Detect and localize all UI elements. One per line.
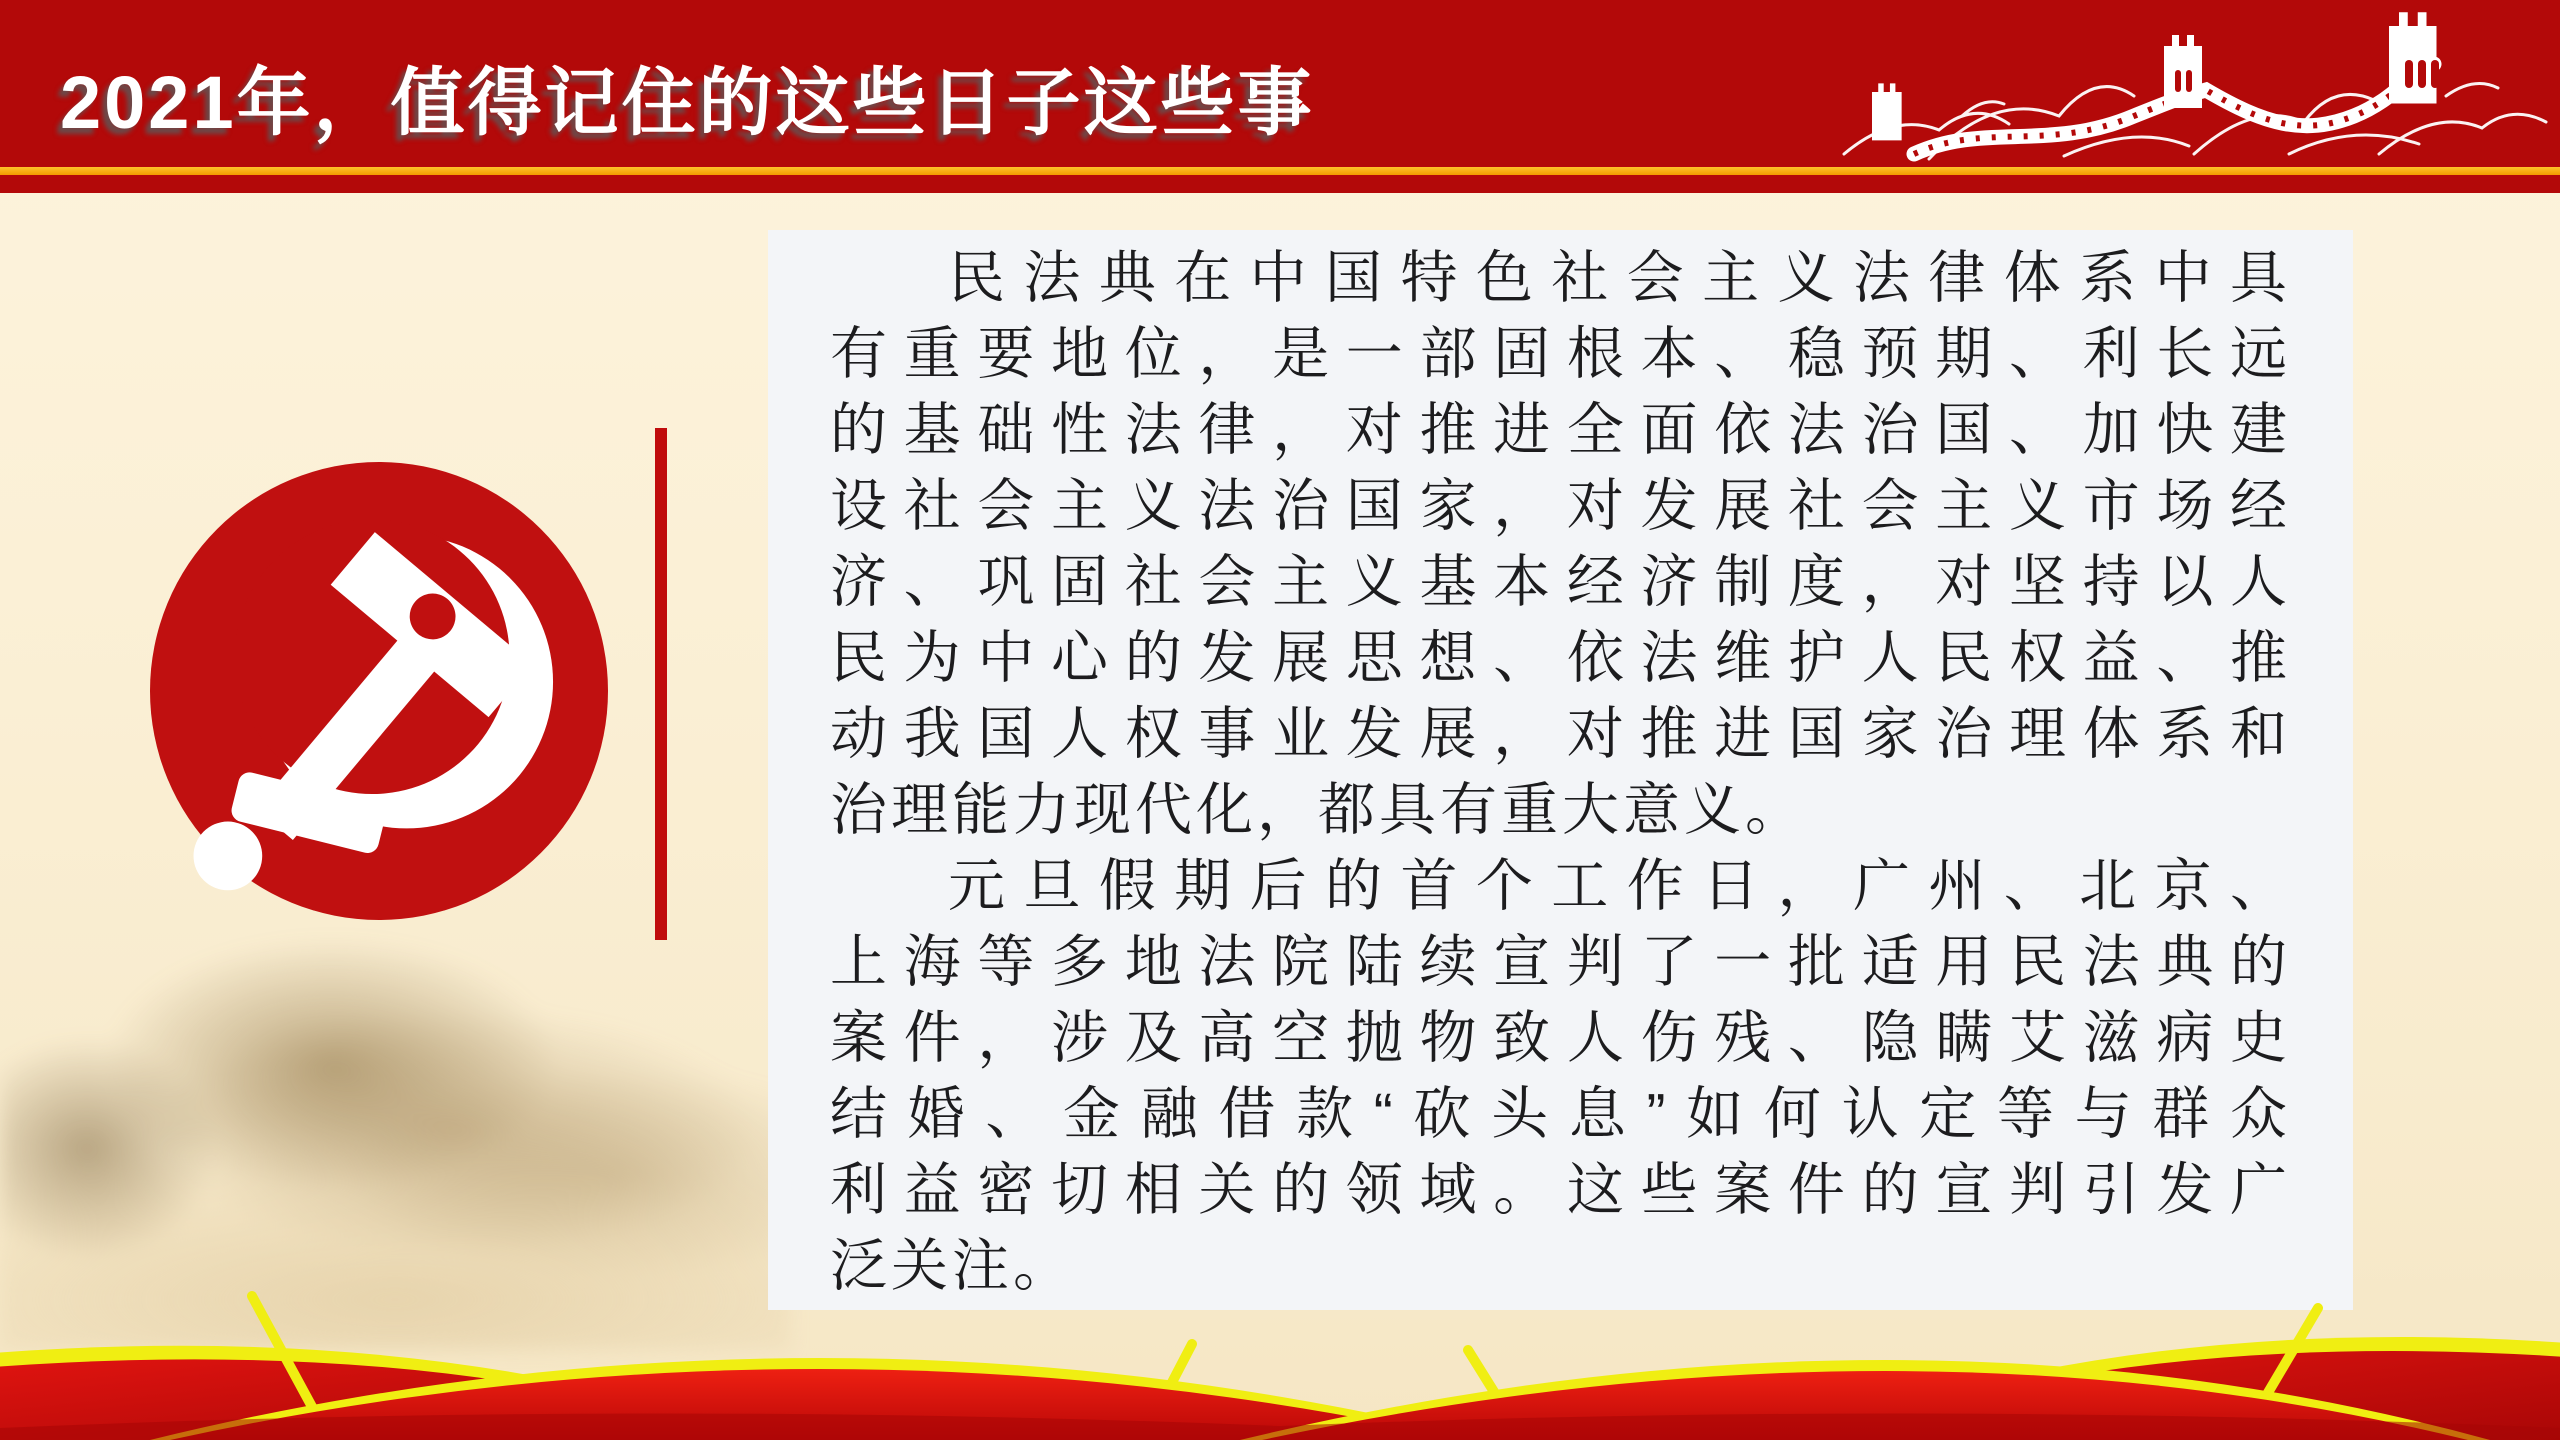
ribbon-decoration <box>0 1288 2560 1440</box>
text-line: 民为中心的发展思想、依法维护人民权益、推 <box>830 626 2291 690</box>
slide-title: 2021年，值得记住的这些日子这些事 <box>60 61 1315 144</box>
vertical-divider-line <box>655 428 667 940</box>
ink-mountain-image <box>0 930 790 1350</box>
text-line: 元旦假期后的首个工作日，广州、北京、 <box>948 854 2291 918</box>
gold-divider-line <box>0 167 2560 175</box>
text-line: 泛关注。 <box>830 1234 1074 1298</box>
header-banner <box>0 0 2560 193</box>
text-line: 有重要地位，是一部固根本、稳预期、利长远 <box>830 322 2291 386</box>
text-line: 动我国人权事业发展，对推进国家治理体系和 <box>830 702 2291 766</box>
text-line: 治理能力现代化，都具有重大意义。 <box>830 778 1806 842</box>
text-line: 结婚、金融借款“砍头息”如何认定等与群众 <box>830 1082 2291 1146</box>
text-line: 民法典在中国特色社会主义法律体系中具 <box>948 246 2291 310</box>
text-line: 的基础性法律，对推进全面依法治国、加快建 <box>830 398 2291 462</box>
textbox <box>768 230 2353 1310</box>
text-line: 上海等多地法院陆续宣判了一批适用民法典的 <box>830 930 2291 994</box>
cpc-party-emblem-icon <box>150 462 608 920</box>
text-line: 济、巩固社会主义基本经济制度，对坚持以人 <box>830 550 2291 614</box>
text-line: 案件，涉及高空抛物致人伤残、隐瞒艾滋病史 <box>830 1006 2291 1070</box>
text-line: 设社会主义法治国家，对发展社会主义市场经 <box>830 474 2291 538</box>
text-line: 利益密切相关的领域。这些案件的宣判引发广 <box>830 1158 2291 1222</box>
great-wall-icon <box>1834 4 2554 166</box>
